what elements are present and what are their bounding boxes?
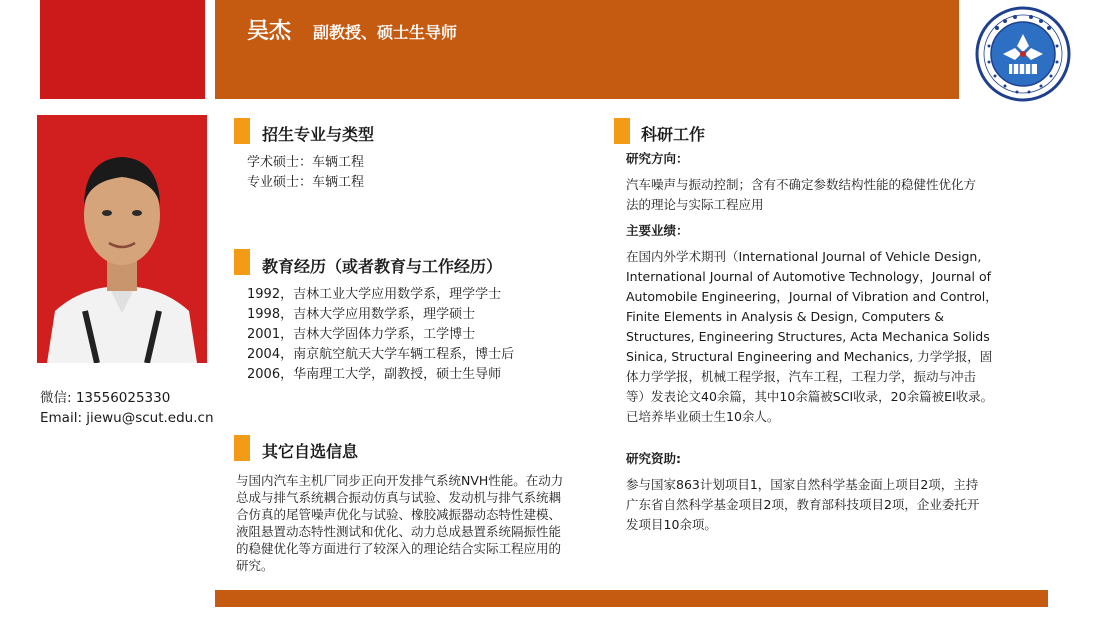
other-line: 液阻悬置动态特性测试和优化、动力总成悬置系统隔振性能 [236, 524, 562, 539]
funding-line: 广东省自然科学基金项目2项，教育部科技项目2项，企业委托开 [626, 497, 980, 512]
profile-title: 副教授、硕士生导师 [313, 23, 458, 42]
education-heading: 教育经历（或者教育与工作经历） [262, 257, 503, 276]
admission-line: 学术硕士：车辆工程 [247, 155, 365, 170]
profile-name: 吴杰 [247, 19, 292, 44]
achievements-line: 已培养毕业硕士生10余人。 [626, 409, 780, 424]
research-block [626, 149, 1046, 535]
achievements-line: 体力学学报，机械工程学报，汽车工程，工程力学，振动与冲击 [626, 369, 977, 384]
admission-line: 专业硕士：车辆工程 [247, 175, 365, 190]
achievements-line: International Journal of Automotive Technology，Journal of [626, 269, 992, 284]
other-line: 与国内汽车主机厂同步正向开发排气系统NVH性能。在动力 [236, 473, 564, 488]
funding-line: 参与国家863计划项目1，国家自然科学基金面上项目2项，主持 [626, 477, 979, 492]
education-line: 2006，华南理工大学，副教授，硕士生导师 [247, 367, 502, 382]
achievements-line: Finite Elements in Analysis & Design, Computers & [626, 309, 944, 324]
section-marker [234, 118, 250, 144]
section-marker [234, 249, 250, 275]
red-decor-block [40, 0, 205, 99]
research-heading: 科研工作 [641, 125, 706, 144]
other-line: 合仿真的尾管噪声优化与试验、橡胶减振器动态特性建模、 [236, 507, 562, 522]
other-line: 总成与排气系统耦合振动仿真与试验、发动机与排气系统耦 [236, 490, 562, 505]
achievements-line: Sinica, Structural Engineering and Mechanics, 力学学报，固 [626, 349, 993, 364]
university-seal-icon [975, 6, 1071, 102]
section-marker [614, 118, 630, 144]
funding-line: 发项目10余项。 [626, 517, 717, 532]
education-line: 1992，吉林工业大学应用数学系，理学学士 [247, 287, 502, 302]
direction-label: 研究方向： [626, 151, 689, 166]
other-line: 研究。 [236, 558, 274, 573]
email-contact: Email: jiewu@scut.edu.cn [40, 410, 214, 426]
achievements-line: 在国内外学术期刊（International Journal of Vehicle Design, [626, 249, 982, 264]
admission-block [247, 153, 577, 193]
section-marker [234, 435, 250, 461]
wechat-contact: 微信: 13556025330 [40, 390, 171, 406]
achievements-line: Automobile Engineering，Journal of Vibration and Control， [626, 289, 998, 304]
funding-label: 研究资助: [626, 451, 681, 466]
contact-info [40, 388, 214, 428]
achievements-line: Structures, Engineering Structures, Acta Mechanica Solids [626, 329, 990, 344]
profile-photo [37, 115, 207, 363]
education-line: 2004，南京航空航天大学车辆工程系，博士后 [247, 347, 515, 362]
header-bar [215, 0, 959, 99]
achievements-label: 主要业绩： [626, 223, 689, 238]
education-line: 2001，吉林大学固体力学系，工学博士 [247, 327, 476, 342]
achievements-line: 等）发表论文40余篇，其中10余篇被SCI收录，20余篇被EI收录。 [626, 389, 994, 404]
direction-line: 汽车噪声与振动控制；含有不确定参数结构性能的稳健性优化方 [626, 177, 977, 192]
other-heading: 其它自选信息 [262, 442, 359, 461]
admission-heading: 招生专业与类型 [262, 125, 375, 144]
education-line: 1998，吉林大学应用数学系，理学硕士 [247, 307, 476, 322]
education-block [247, 285, 587, 385]
other-line: 的稳健优化等方面进行了较深入的理论结合实际工程应用的 [236, 541, 562, 556]
footer-bar [215, 590, 1048, 607]
other-block [236, 472, 606, 574]
direction-line: 法的理论与实际工程应用 [626, 197, 764, 212]
